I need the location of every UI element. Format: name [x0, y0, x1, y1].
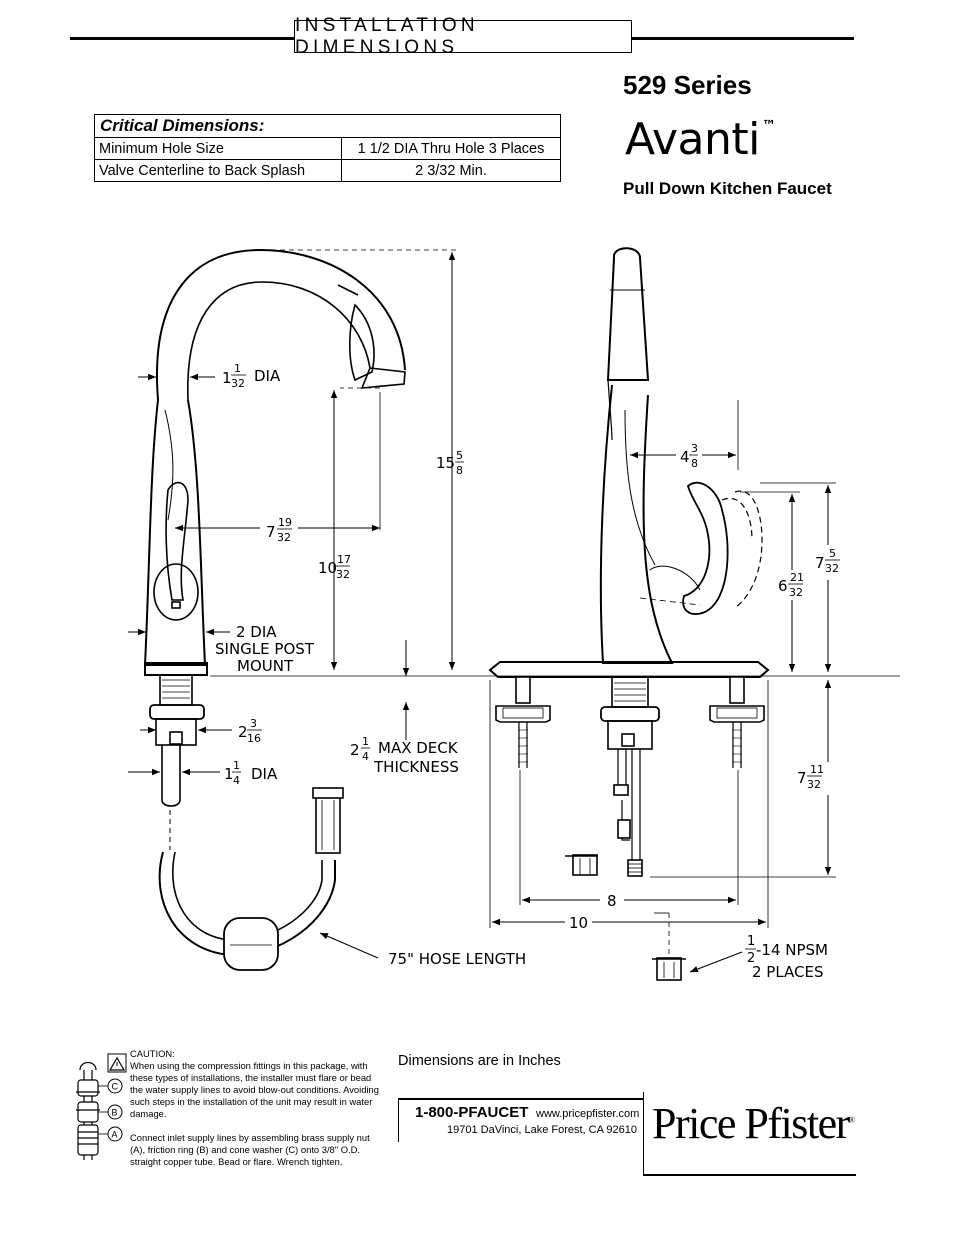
dim-handle-height-den: 32	[789, 586, 803, 599]
page-title-text: INSTALLATION DIMENSIONS	[295, 14, 479, 58]
trademark-mark: ™	[761, 118, 776, 134]
dim-shank-den: 16	[247, 732, 261, 745]
handle-alt-position	[735, 491, 762, 608]
dim-spout-dia-num: 1	[234, 362, 241, 375]
side-handle	[683, 483, 728, 614]
side-nut	[601, 707, 659, 721]
dim-shank-num: 3	[250, 717, 257, 730]
side-shank	[612, 677, 648, 707]
website-url: www.pricepfister.com	[536, 1108, 640, 1120]
hose-weight	[224, 918, 278, 970]
hose-connector	[316, 793, 340, 853]
dim-reach-den: 32	[277, 531, 291, 544]
dim-base-line1: 2 DIA	[236, 623, 277, 641]
dim-shank-whole: 2	[238, 723, 248, 741]
table-cell-value: 2 3/32 Min.	[342, 160, 561, 182]
price-pfister-logo	[652, 1098, 855, 1149]
dim-below-deck-den: 32	[807, 778, 821, 791]
dim-shank-dia-num: 1	[233, 759, 240, 772]
dim-deck-den: 4	[362, 750, 369, 763]
dim-base-line2: SINGLE POST	[215, 640, 314, 658]
dim-npsm-den: 2	[747, 951, 756, 966]
dim-npsm-num: 1	[747, 934, 756, 949]
dim-handle-height-num: 21	[790, 571, 804, 584]
handle-hub	[154, 564, 198, 620]
side-spray-head	[608, 248, 648, 380]
dim-hose-length: 75" HOSE LENGTH	[388, 950, 527, 968]
caution-title: CAUTION:	[130, 1048, 175, 1059]
dim-spout-dia-suffix: DIA	[254, 367, 281, 385]
table-cell-value: 1 1/2 DIA Thru Hole 3 Places	[342, 138, 561, 160]
dimension-labels	[215, 362, 840, 981]
supply-nut-a	[78, 1125, 98, 1155]
spout-joint	[338, 285, 358, 295]
supply-fitting-illustration	[76, 1054, 126, 1160]
logo-text: Price Pfister	[652, 1099, 849, 1148]
caution-block	[130, 1048, 380, 1168]
dim-spout-height-num: 17	[337, 553, 351, 566]
deck-plate	[490, 662, 768, 677]
dim-spout-dia-whole: 1	[222, 369, 232, 387]
shank-upper	[160, 675, 192, 705]
table-cell-label: Minimum Hole Size	[95, 138, 342, 160]
dim-npsm-line1: -14 NPSM	[756, 941, 828, 959]
dim-height-den: 8	[456, 464, 463, 477]
mounting-nut	[150, 705, 204, 719]
cone-washer-c	[78, 1080, 98, 1096]
dim-reach-num: 19	[278, 516, 292, 529]
dim-below-deck-whole: 7	[797, 769, 807, 787]
table-heading: Critical Dimensions:	[95, 115, 561, 138]
dim-plate-inner: 8	[607, 892, 617, 910]
dim-handle-offset-num: 3	[691, 442, 698, 455]
hub-mark	[172, 602, 180, 608]
dim-handle-offset-whole: 4	[680, 448, 690, 466]
side-shank-lower	[608, 721, 652, 749]
logo-registered-mark: ®	[848, 1115, 855, 1125]
spray-nozzle	[362, 368, 405, 388]
dim-handle-top-den: 32	[825, 562, 839, 575]
dim-base-line3: MOUNT	[237, 657, 294, 675]
dim-below-deck-num: 11	[810, 763, 824, 776]
label-b: B	[111, 1107, 118, 1118]
faucet-body	[145, 400, 205, 665]
dim-reach-whole: 7	[266, 523, 276, 541]
dim-handle-top-num: 5	[829, 547, 836, 560]
label-a: A	[111, 1129, 118, 1140]
units-note: Dimensions are in Inches	[398, 1053, 561, 1069]
phone-number: 1-800-PFAUCET	[415, 1104, 529, 1121]
dim-deck-line1: MAX DECK	[378, 739, 458, 757]
right-mount-bolt	[710, 677, 764, 768]
product-name-text: Avanti	[625, 114, 760, 165]
dim-height-num: 5	[456, 449, 463, 462]
table-cell-label: Valve Centerline to Back Splash	[95, 160, 342, 182]
dim-spout-height-den: 32	[336, 568, 350, 581]
product-description: Pull Down Kitchen Faucet	[623, 179, 832, 198]
lever-handle	[166, 483, 188, 600]
dim-npsm-line2: 2 PLACES	[752, 963, 824, 981]
address: 19701 DaVinci, Lake Forest, CA 92610	[447, 1124, 637, 1136]
dim-shank-dia-suffix: DIA	[251, 765, 278, 783]
dim-handle-top-whole: 7	[815, 554, 825, 572]
dim-shank-dia-whole: 1	[224, 765, 234, 783]
dim-handle-offset-den: 8	[691, 457, 698, 470]
left-mount-bolt	[496, 677, 550, 768]
series-label: 529 Series	[623, 70, 752, 100]
dim-deck-line2: THICKNESS	[374, 758, 459, 776]
dim-deck-num: 1	[362, 735, 369, 748]
dim-height-whole: 15	[436, 454, 456, 472]
label-c: C	[111, 1081, 118, 1092]
dim-handle-height-whole: 6	[778, 577, 788, 595]
side-view	[490, 248, 836, 980]
dim-deck-whole: 2	[350, 741, 360, 759]
npsm-fitting	[657, 958, 681, 980]
dim-shank-dia-den: 4	[233, 774, 240, 787]
friction-ring-b	[78, 1102, 98, 1122]
shank-port	[170, 732, 182, 744]
caution-text: When using the compression fittings in this package, with these types of installations, the installer must flare or bead the water supply lines to avoid blow-out conditions. Avoiding such steps in the installation of the unit may result in water damage.	[130, 1060, 379, 1119]
dim-spout-height-whole: 10	[318, 559, 338, 577]
dim-spout-dia-den: 32	[231, 377, 245, 390]
caution-instructions: Connect inlet supply lines by assembling brass supply nut (A), friction ring (B) and cone washer (C) onto 3/8" O.D. straight copper tube. Bead or flare. Wrench tighten.	[130, 1132, 370, 1167]
loose-connector	[573, 855, 597, 875]
dim-plate-outer: 10	[569, 914, 589, 932]
front-view	[128, 250, 900, 970]
